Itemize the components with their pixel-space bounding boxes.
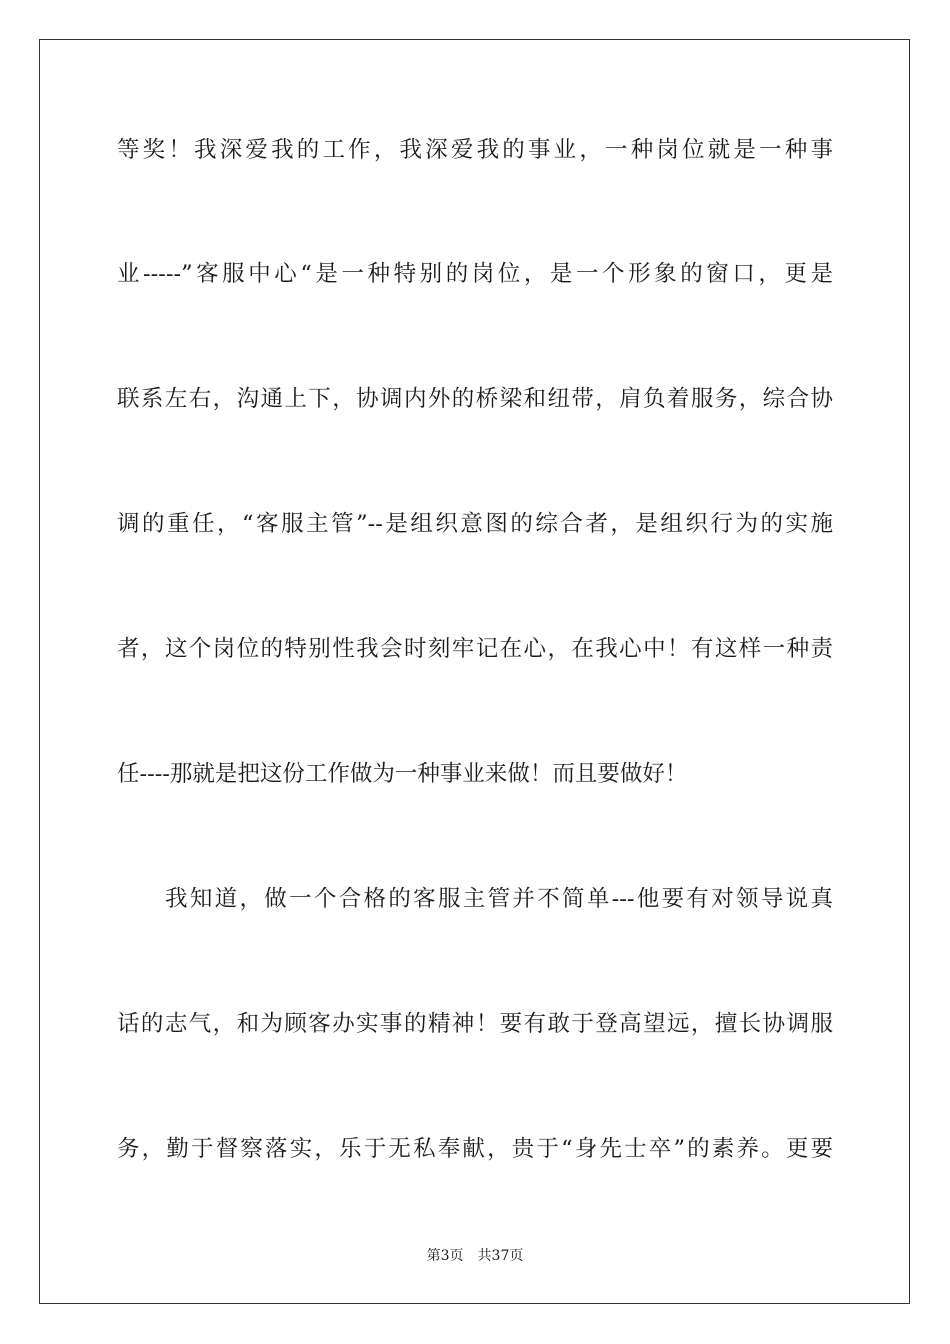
text-line-1: 等奖！我深爱我的工作，我深爱我的事业，一种岗位就是一种事 [117, 137, 833, 163]
text-line-2: 业-----”客服中心“是一种特别的岗位，是一个形象的窗口，更是 [117, 261, 833, 287]
page-total: 共37页 [477, 1248, 524, 1264]
page-border [39, 39, 910, 1304]
text-line-7: 我知道，做一个合格的客服主管并不简单---他要有对领导说真 [165, 886, 833, 912]
text-line-4: 调的重任，“客服主管”--是组织意图的综合者，是组织行为的实施 [117, 511, 833, 537]
page-number: 第3页 [426, 1248, 464, 1264]
page-footer [0, 1246, 950, 1266]
text-line-8: 话的志气，和为顾客办实事的精神！要有敢于登高望远，擅长协调服 [117, 1011, 833, 1037]
text-line-3: 联系左右，沟通上下，协调内外的桥梁和纽带，肩负着服务，综合协 [117, 386, 833, 412]
text-line-6: 任----那就是把这份工作做为一种事业来做！而且要做好！ [117, 761, 688, 787]
text-line-9: 务，勤于督察落实，乐于无私奉献，贵于“身先士卒”的素养。更要 [117, 1136, 833, 1162]
text-line-5: 者，这个岗位的特别性我会时刻牢记在心，在我心中！有这样一种责 [117, 636, 833, 662]
